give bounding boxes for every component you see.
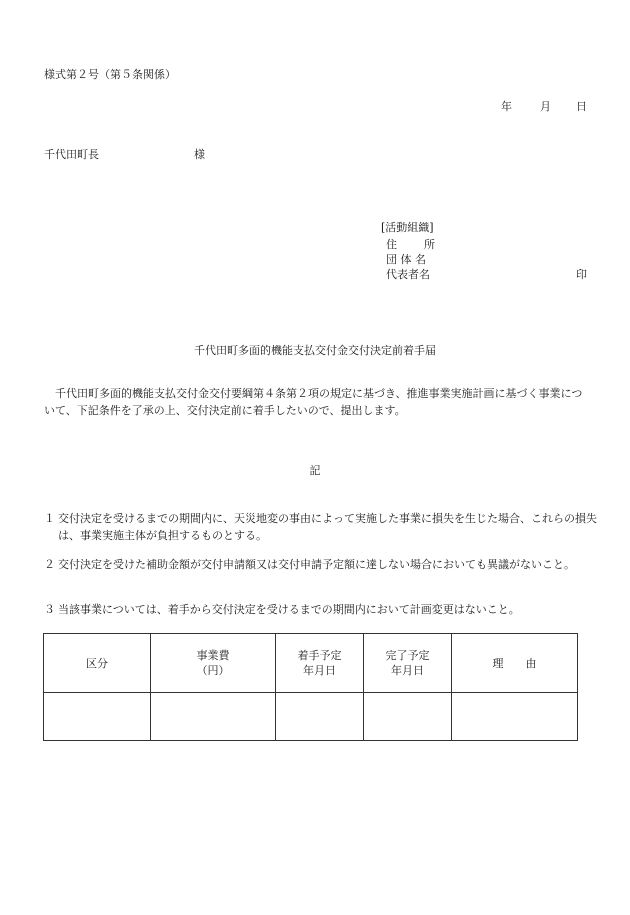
condition-item — [44, 556, 602, 573]
seal-mark: 印 — [576, 268, 587, 281]
table-header-row — [44, 634, 578, 693]
cell-start-date[interactable] — [276, 693, 364, 741]
header-start-date-line1: 着手予定 — [297, 649, 342, 662]
addressee-name: 千代田町長 — [44, 148, 99, 161]
header-start-date-line2: 年月日 — [303, 664, 336, 677]
address-label-2: 所 — [424, 238, 435, 251]
address-label: 住 — [386, 238, 397, 251]
organization-heading: [活動組織] — [381, 221, 434, 234]
date-day-label: 日 — [576, 100, 587, 113]
schedule-table — [43, 633, 578, 741]
cell-reason[interactable] — [452, 693, 578, 741]
date-month-label: 月 — [540, 100, 551, 113]
header-completion-date-line1: 完了予定 — [385, 649, 430, 662]
group-name-label: 団 体 名 — [386, 253, 426, 266]
header-reason: 理 由 — [452, 634, 578, 693]
condition-number: １ — [44, 512, 55, 525]
condition-text: 当該事業については、着手から交付決定を受けるまでの期間内において計画変更はないこと。 — [58, 603, 520, 616]
header-start-date — [276, 634, 364, 693]
ki-heading: 記 — [309, 464, 321, 477]
addressee-honorific: 様 — [194, 148, 205, 161]
condition-number: ３ — [44, 603, 55, 616]
form-number: 様式第２号（第５条関係） — [44, 68, 176, 81]
header-project-cost-line2: （円） — [196, 664, 230, 677]
condition-item — [44, 601, 602, 618]
representative-label: 代表者名 — [386, 268, 430, 281]
header-project-cost-line1: 事業費 — [196, 649, 230, 662]
condition-number: ２ — [44, 558, 55, 571]
header-completion-date — [364, 634, 452, 693]
cell-project-cost[interactable] — [151, 693, 276, 741]
cell-category[interactable] — [44, 693, 151, 741]
body-paragraph: 千代田町多面的機能支払交付金交付要綱第４条第２項の規定に基づき、推進事業実施計画に基づく事業について、下記条件を了承の上、交付決定前に着手したいので、提出します。 — [44, 387, 583, 417]
date-year-label: 年 — [501, 100, 512, 113]
condition-text: 交付決定を受けた補助金額が交付申請額又は交付申請予定額に達しない場合においても異議がないこと。 — [58, 558, 575, 571]
header-project-cost — [151, 634, 276, 693]
header-completion-date-line2: 年月日 — [391, 664, 424, 677]
header-category: 区分 — [44, 634, 151, 693]
cell-completion-date[interactable] — [364, 693, 452, 741]
condition-text: 交付決定を受けるまでの期間内に、天災地変の事由によって実施した事業に損失を生じた場合、これらの損失は、事業実施主体が負担するものとする。 — [58, 512, 597, 542]
document-title: 千代田町多面的機能支払交付金交付決定前着手届 — [194, 344, 436, 357]
table-row — [44, 693, 578, 741]
condition-item — [44, 510, 602, 544]
